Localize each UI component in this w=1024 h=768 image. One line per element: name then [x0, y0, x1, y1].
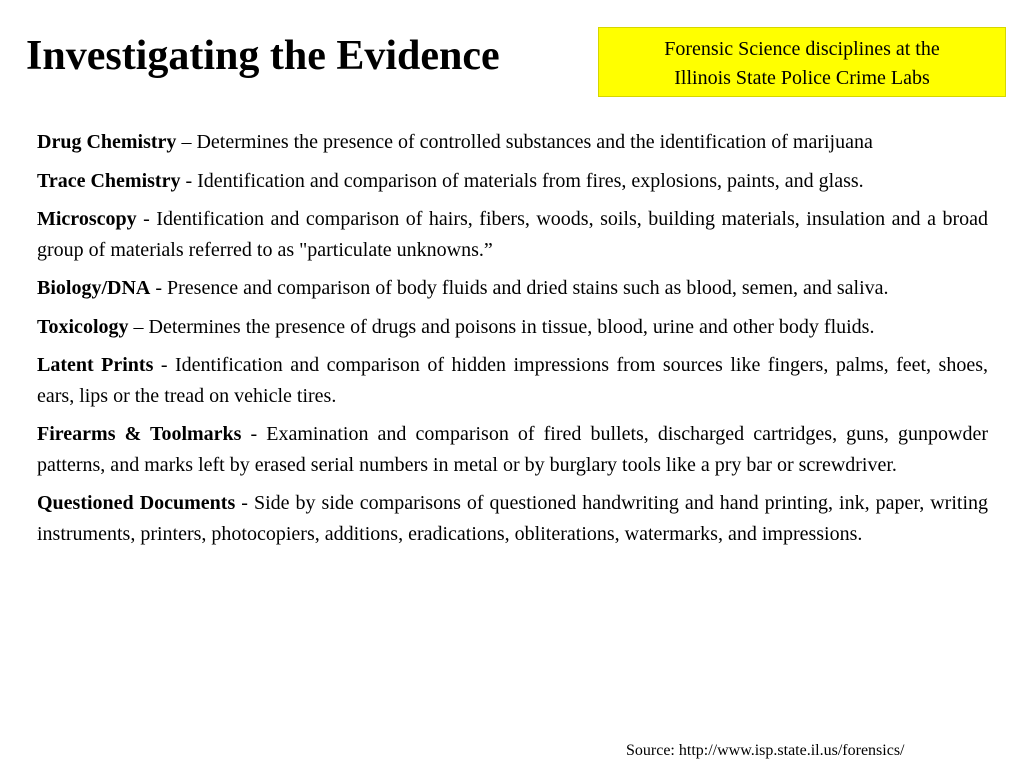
- discipline-term: Firearms & Toolmarks: [37, 423, 242, 445]
- discipline-biology-dna: [37, 273, 988, 304]
- discipline-description: - Presence and comparison of body fluids and dried stains such as blood, semen, and saliva.: [150, 277, 889, 299]
- source-citation: Source: http://www.isp.state.il.us/forensics/: [626, 742, 905, 759]
- discipline-term: Microscopy: [37, 208, 137, 230]
- callout-line-2: Illinois State Police Crime Labs: [674, 67, 930, 89]
- discipline-description: - Examination and comparison of fired bullets, discharged cartridges, guns, gunpowder patterns, and marks left by erased serial numbers in metal or by burglary tools like a pry bar or screwdriver.: [37, 423, 988, 476]
- discipline-description: – Determines the presence of controlled substances and the identification of marijuana: [176, 131, 873, 153]
- slide-title: Investigating the Evidence: [26, 33, 500, 79]
- discipline-term: Questioned Documents: [37, 492, 236, 514]
- discipline-questioned-documents: [37, 488, 988, 549]
- discipline-toxicology: [37, 312, 988, 343]
- discipline-list: [37, 127, 988, 557]
- discipline-term: Drug Chemistry: [37, 131, 177, 153]
- discipline-description: - Identification and comparison of hairs, fibers, woods, soils, building materials, insulation and a broad group of materials referred to as "particulate unknowns.”: [37, 208, 988, 261]
- discipline-firearms-toolmarks: [37, 419, 988, 480]
- discipline-description: – Determines the presence of drugs and poisons in tissue, blood, urine and other body fluids.: [128, 315, 875, 338]
- discipline-term: Biology/DNA: [37, 277, 151, 299]
- discipline-term: Toxicology: [37, 315, 129, 338]
- discipline-trace-chemistry: [37, 166, 988, 197]
- discipline-term: Trace Chemistry: [37, 169, 181, 192]
- callout-box: [598, 27, 1006, 97]
- discipline-latent-prints: [37, 350, 988, 411]
- discipline-term: Latent Prints: [37, 354, 154, 376]
- callout-line-1: Forensic Science disciplines at the: [664, 38, 940, 60]
- discipline-drug-chemistry: [37, 127, 988, 158]
- discipline-description: - Identification and comparison of materials from fires, explosions, paints, and glass.: [180, 169, 864, 192]
- discipline-description: - Identification and comparison of hidden impressions from sources like fingers, palms, feet, shoes, ears, lips or the tread on vehicle tires.: [37, 354, 988, 407]
- discipline-description: - Side by side comparisons of questioned handwriting and hand printing, ink, paper, writing instruments, printers, photocopiers, additions, eradications, obliterations, watermarks, and impressions.: [37, 492, 988, 545]
- discipline-microscopy: [37, 204, 988, 265]
